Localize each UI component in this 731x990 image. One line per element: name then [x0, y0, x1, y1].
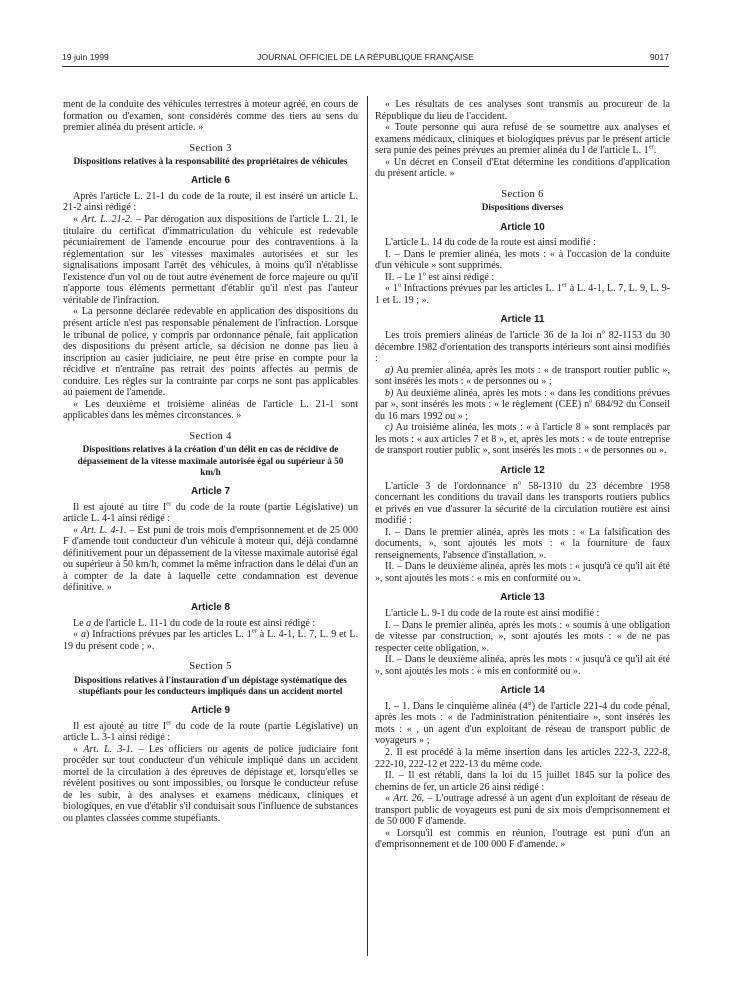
paragraph: « Art. 26. – L'outrage adressé à un agent d'un exploitant de réseau de transport public de voyageurs est puni de six mois d'emprisonnement et de 50 000 F d'amende.	[375, 793, 670, 828]
paragraph: Après l'article L. 21-1 du code de la route, il est inséré un article L. 21-2 ainsi rédigé :	[63, 190, 358, 214]
paragraph: II. – Dans le deuxième alinéa, après les mots : « jusqu'à ce qu'il ait été », sont ajoutés les mots : « mis en conformité ou ».	[375, 561, 670, 584]
paragraph: a) Au premier alinéa, après les mots : « de transport routier public », sont insérés les mots : « de personnes ou » ;	[375, 364, 670, 388]
paragraph: « Les résultats de ces analyses sont transmis au procureur de la République du lieu de l'accident.	[375, 99, 670, 122]
article-6-title: Article 6	[191, 175, 230, 187]
paragraph: I. – Dans le premier alinéa, les mots : « à l'occasion de la conduite d'un véhicule » sont supprimés.	[375, 248, 670, 272]
paragraph: « La personne déclarée redevable en application des dispositions du présent article n'est pas responsable pénalement de l'infraction. Lorsque le tribunal de police, y compris par ordonnance pénale, fait application des dispositions du présent article, sa décision ne donne pas lieu à inscription au casier judiciaire, ne peut être prise en compte pour la récidive et n'entraîne pas retrait des points affectés au permis de conduire. Les règles sur la contrainte par corps ne sont pas applicables au paiement de l'amende.	[63, 306, 358, 399]
paragraph: « Les deuxième et troisième alinéas de l'article L. 21-1 sont applicables dans les mêmes circonstances. »	[63, 398, 358, 422]
paragraph: « Toute personne qui aura refusé de se soumettre aux analyses et examens médicaux, cliniques et biologiques prévus par le présent article sera punie des peines prévues au premier alinéa du I de l'article L. 1er.	[375, 122, 670, 157]
paragraph: L'article L. 9-1 du code de la route est ainsi modifié :	[385, 607, 600, 619]
article-9-title: Article 9	[191, 705, 230, 717]
paragraph: « Art. L. 4-1. – Est puni de trois mois d'emprisonnement et de 25 000 F d'amende tout conducteur d'un véhicule à moteur qui, déjà condamné définitivement pour un dépassement de la vitesse maximale autorisé égal ou supérieur à 50 km/h, commet la même infraction dans le délai d'un an à compter de la date à laquelle cette condamnation est devenue définitive. »	[63, 524, 359, 594]
section-5-heading: Dispositions relatives à l'instauration d'un dépistage systématique des stupéfiants pour les conducteurs impliqués dans un accident mortel	[74, 674, 347, 696]
paragraph: 2. Il est procédé à la même insertion dans les articles 222-3, 222-8, 222-10, 222-12 et 222-13 du même code.	[375, 747, 670, 770]
section-6-label: Section 6	[501, 188, 544, 200]
paragraph: « Lorsqu'il est commis en réunion, l'outrage est puni d'un an d'emprisonnement et de 100 000 F d'amende. »	[375, 827, 670, 851]
section-4-label: Section 4	[189, 430, 232, 442]
paragraph: I. – Dans le premier alinéa, après les mots : « La falsification des documents, », sont ajoutés les mots : « la fourniture de faux renseignements, l'absence d'installation, ».	[375, 526, 670, 561]
header-date: 19 juin 1999	[62, 52, 109, 62]
paragraph: Le a de l'article L. 11-1 du code de la route est ainsi rédigé :	[73, 617, 316, 629]
column-divider	[367, 96, 368, 956]
paragraph: ment de la conduite des véhicules terrestres à moteur agréé, en cours de formation ou d'examen, sont considérés comme des tiers au sens du premier alinéa du présent article. »	[63, 99, 358, 134]
paragraph: II. – Il est rétabli, dans la loi du 15 juillet 1845 sur la police des chemins de fer, un article 26 ainsi rédigé :	[375, 770, 670, 793]
article-14-title: Article 14	[500, 685, 545, 697]
left-column	[63, 99, 358, 825]
article-reference: Art. L. 3-1.	[83, 743, 134, 755]
right-column	[375, 99, 670, 851]
article-8-title: Article 8	[191, 601, 230, 613]
paragraph: Il est ajouté au titre Ier du code de la route (partie Législative) un article L. 3-1 ainsi rédigé :	[63, 719, 358, 744]
article-7-title: Article 7	[191, 486, 230, 498]
paragraph: b) Au deuxième alinéa, après les mots : « dans les conditions prévues par », sont insérés les mots : « le règlement (CEE) $n^o$ 684/92 du Conseil du 16 mars 1992 ou » ;	[375, 387, 670, 422]
article-11-title: Article 11	[500, 314, 545, 326]
article-10-title: Article 10	[500, 221, 545, 233]
paragraph: II. – Dans le deuxième alinéa, après les mots : « jusqu'à ce qu'il ait été », sont ajoutés les mots : « mis en conformité ou ».	[375, 654, 670, 677]
article-reference: Art. L. 4-1.	[81, 524, 127, 536]
header-page-number: 9017	[649, 52, 669, 62]
section-3-heading: Dispositions relatives à la responsabilité des propriétaires de véhicules	[73, 156, 348, 167]
section-3-label: Section 3	[189, 142, 232, 154]
section-4-heading: Dispositions relatives à la création d'un délit en cas de récidive de dépassement de la vitesse maximale autorisée égal ou supérieur à 50 km/h	[77, 444, 344, 477]
article-12-title: Article 12	[500, 464, 545, 476]
paragraph: Les trois premiers alinéas de l'article 36 de la loi $n^o$ 82-1153 du 30 décembre 1982 d'orientation des transports intérieurs sont ainsi modifiés :	[375, 328, 670, 365]
section-6-heading: Dispositions diverses	[481, 202, 564, 213]
paragraph: Il est ajouté au titre Ier du code de la route (partie Législative) un article L. 4-1 ainsi rédigé :	[63, 500, 358, 525]
paragraph: « a) Infractions prévues par les articles L. 1er à L. 4-1, L. 7, L. 9 et L. 19 du présent code ; ».	[63, 627, 359, 652]
paragraph: II. – Le 1$^o$ est ainsi rédigé :	[385, 270, 495, 283]
paragraph: L'article 3 de l'ordonnance $n^o$ 58-1310 du 23 décembre 1958 concernant les conditions du travail dans les transports routiers publics et privés en vue d'assurer la sécurité de la circulation routière est ainsi modifié :	[375, 479, 670, 527]
paragraph: « 1$^o$ Infractions prévues par les articles L. 1er à L. 4-1, L. 7, L. 9, L. 9-1 et L. 19 ; ».	[375, 281, 670, 306]
paragraph: L'article L. 14 du code de la route est ainsi modifié :	[385, 237, 596, 249]
header-journal-title: JOURNAL OFFICIEL DE LA RÉPUBLIQUE FRANÇAISE	[257, 52, 474, 62]
paragraph: « Art. L. 21-2. – Par dérogation aux dispositions de l'article L. 21, le titulaire du certificat d'immatriculation du véhicule est redevable pécuniairement de l'amende encourue pour des contraventions à la réglementation sur les vitesses maximales autorisées et sur les signalisations imposant l'arrêt des véhicules, à moins qu'il n'établisse l'existence d'un vol ou de tout autre événement de force majeure ou qu'il n'apporte tous éléments permettant d'établir qu'il n'est pas l'auteur véritable de l'infraction.	[63, 214, 358, 306]
article-reference: Art. 26.	[393, 793, 425, 805]
paragraph: I. – Dans le premier alinéa, après les mots : « soumis à une obligation de vitesse par construction, », sont ajoutés les mots : « de ne pas respecter cette obligation, ».	[375, 619, 670, 654]
article-reference: Art. L. 21-2.	[81, 214, 133, 226]
paragraph: I. – 1. Dans le cinquième alinéa (4°) de l'article 221-4 du code pénal, après les mots : « de l'administration pénitentiaire », sont insérés les mots : « , un agent d'un exploitant de réseau de transport public de voyageurs » ;	[375, 700, 670, 747]
article-13-title: Article 13	[500, 592, 545, 604]
header-rule	[62, 66, 669, 67]
paragraph: « Un décret en Conseil d'Etat détermine les conditions d'application du présent article. »	[375, 156, 670, 180]
page-header	[62, 52, 669, 66]
paragraph: c) Au troisième alinéa, les mots : « à l'article 8 » sont remplacés par les mots : « aux articles 7 et 8 », et, après les mots : « de toute entreprise de transport routier public », sont insérés les mots : « de personnes ou ».	[375, 422, 670, 457]
section-5-label: Section 5	[189, 661, 232, 673]
paragraph: « Art. L. 3-1. – Les officiers ou agents de police judiciaire font procéder sur tout conducteur d'un véhicule impliqué dans un accident mortel de la circulation à des épreuves de dépistage et, lorsqu'elles se révèlent positives ou sont impossibles, ou lorsque le conducteur refuse de les subir, à des analyses et examens médicaux, cliniques et biologiques, en vue d'établir s'il conduisait sous l'influence de substances ou plantes classées comme stupéfiants.	[63, 743, 358, 825]
